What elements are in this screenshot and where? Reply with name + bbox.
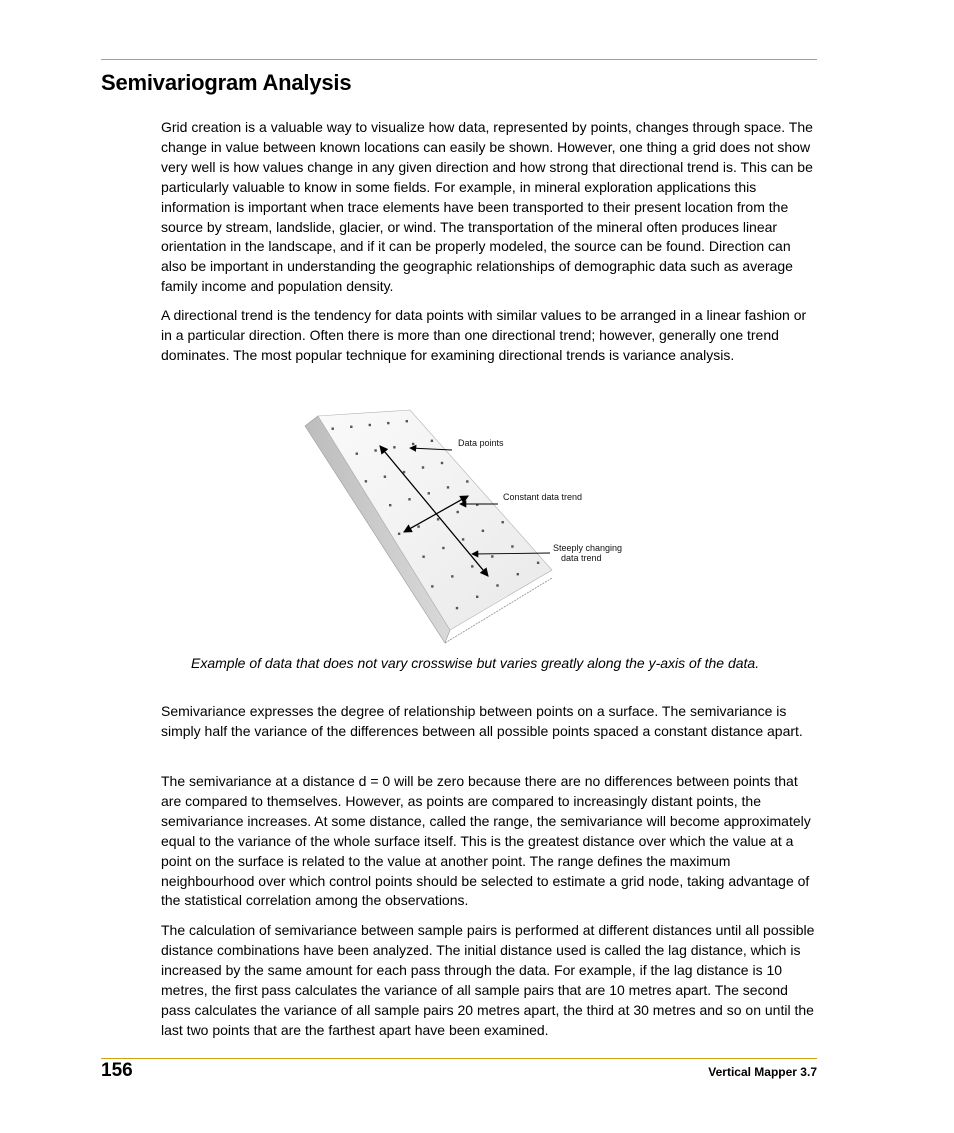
data-point-marker — [466, 480, 468, 482]
data-point-marker — [456, 607, 458, 609]
paragraph-semivariance: Semivariance expresses the degree of relationship between points on a surface. The semivariance is simply half the variance of the differences between all possible points spaced a constant distance apart. — [161, 703, 803, 739]
data-point-marker — [408, 498, 410, 500]
data-point-marker — [403, 471, 405, 473]
data-point-marker — [422, 466, 424, 468]
data-point-marker — [442, 547, 444, 549]
figure-caption: Example of data that does not vary crosswise but varies greatly along the y-axis of the data. — [191, 655, 760, 671]
data-point-marker — [441, 462, 443, 464]
data-point-marker — [482, 530, 484, 532]
page-number: 156 — [101, 1060, 133, 1081]
data-point-marker — [412, 443, 414, 445]
page-title: Semivariogram Analysis — [101, 70, 352, 95]
data-point-marker — [491, 555, 493, 557]
paragraph-lag-distance: The calculation of semivariance between sample pairs is performed at different distances until all possible distance combinations have been analyzed. The initial distance used is called the lag distance, which is increased by the same amount for each pass through the data. For example, if the lag distance is 10 metres, the first pass calculates the variance of all sample pairs that are 10 metres apart. The second pass calculates the variance of all sample pairs 20 metres apart, the third at 30 metres and so on until the last two points that are the farthest apart have been examined. — [161, 922, 815, 1038]
label-constant-trend: Constant data trend — [503, 492, 583, 502]
data-point-marker — [431, 440, 433, 442]
data-point-marker — [447, 486, 449, 488]
trend-surface-figure — [300, 408, 630, 648]
data-point-marker — [350, 426, 352, 428]
data-point-marker — [471, 565, 473, 567]
data-point-marker — [428, 492, 430, 494]
wedge-top-face — [318, 410, 552, 630]
data-point-marker — [537, 562, 539, 564]
paragraph-directional-trend: A directional trend is the tendency for data points with similar values to be arranged in a linear fashion or in a particular direction. Often there is more than one directional trend; however, generally one trend dominates. The most popular technique for examining directional trends is variance analysis. — [161, 307, 807, 363]
data-point-marker — [422, 556, 424, 558]
data-point-marker — [406, 420, 408, 422]
label-data-points: Data points — [458, 438, 504, 448]
footer-rule — [101, 1058, 817, 1059]
data-point-marker — [389, 504, 391, 506]
label-steep-trend-line2: data trend — [561, 553, 602, 563]
data-point-marker — [374, 449, 376, 451]
data-point-marker — [356, 453, 358, 455]
data-point-marker — [393, 446, 395, 448]
paragraph-semivariance-distance: The semivariance at a distance d = 0 will be zero because there are no differences between points that are compared to themselves. However, as points are compared to increasingly distant points, the semivariance increases. At some distance, called the range, the semivariance will become approximately equal to the variance of the whole surface itself. This is the greatest distance over which the value at a point on the surface is related to the value at another point. The range defines the maximum neighbourhood over which control points should be selected to estimate a grid node, taking advantage of the statistical correlation among the observations. — [161, 773, 811, 909]
data-point-marker — [457, 511, 459, 513]
data-point-marker — [437, 518, 439, 520]
trend-surface-illustration — [300, 408, 630, 648]
data-point-marker — [369, 424, 371, 426]
data-point-marker — [384, 476, 386, 478]
data-point-marker — [496, 584, 498, 586]
product-name: Vertical Mapper 3.7 — [708, 1065, 817, 1079]
data-point-marker — [417, 525, 419, 527]
data-point-marker — [387, 422, 389, 424]
data-point-marker — [517, 573, 519, 575]
data-point-marker — [398, 533, 400, 535]
header-rule — [101, 59, 817, 60]
data-point-marker — [451, 575, 453, 577]
data-point-marker — [502, 521, 504, 523]
data-point-marker — [431, 585, 433, 587]
data-point-marker — [462, 538, 464, 540]
data-point-marker — [511, 545, 513, 547]
label-steep-trend-line1: Steeply changing — [553, 543, 623, 553]
data-point-marker — [476, 596, 478, 598]
paragraph-grid-creation: Grid creation is a valuable way to visualize how data, represented by points, changes through space. The change in value between known locations can easily be shown. However, one thing a grid does not show very well is how values change in any given direction and how strong that directional trend is. This can be particularly valuable to know in some fields. For example, in mineral exploration applications this information is important when trace elements have been transported to their present location from the source by stream, landslide, glacier, or wind. The transportation of the mineral often produces linear orientation in the landscape, and if it can be properly modeled, the source can be found. Direction can also be important in understanding the geographic relationships of demographic data such as average family income and population density. — [161, 119, 813, 295]
data-point-marker — [365, 480, 367, 482]
data-point-marker — [332, 428, 334, 430]
